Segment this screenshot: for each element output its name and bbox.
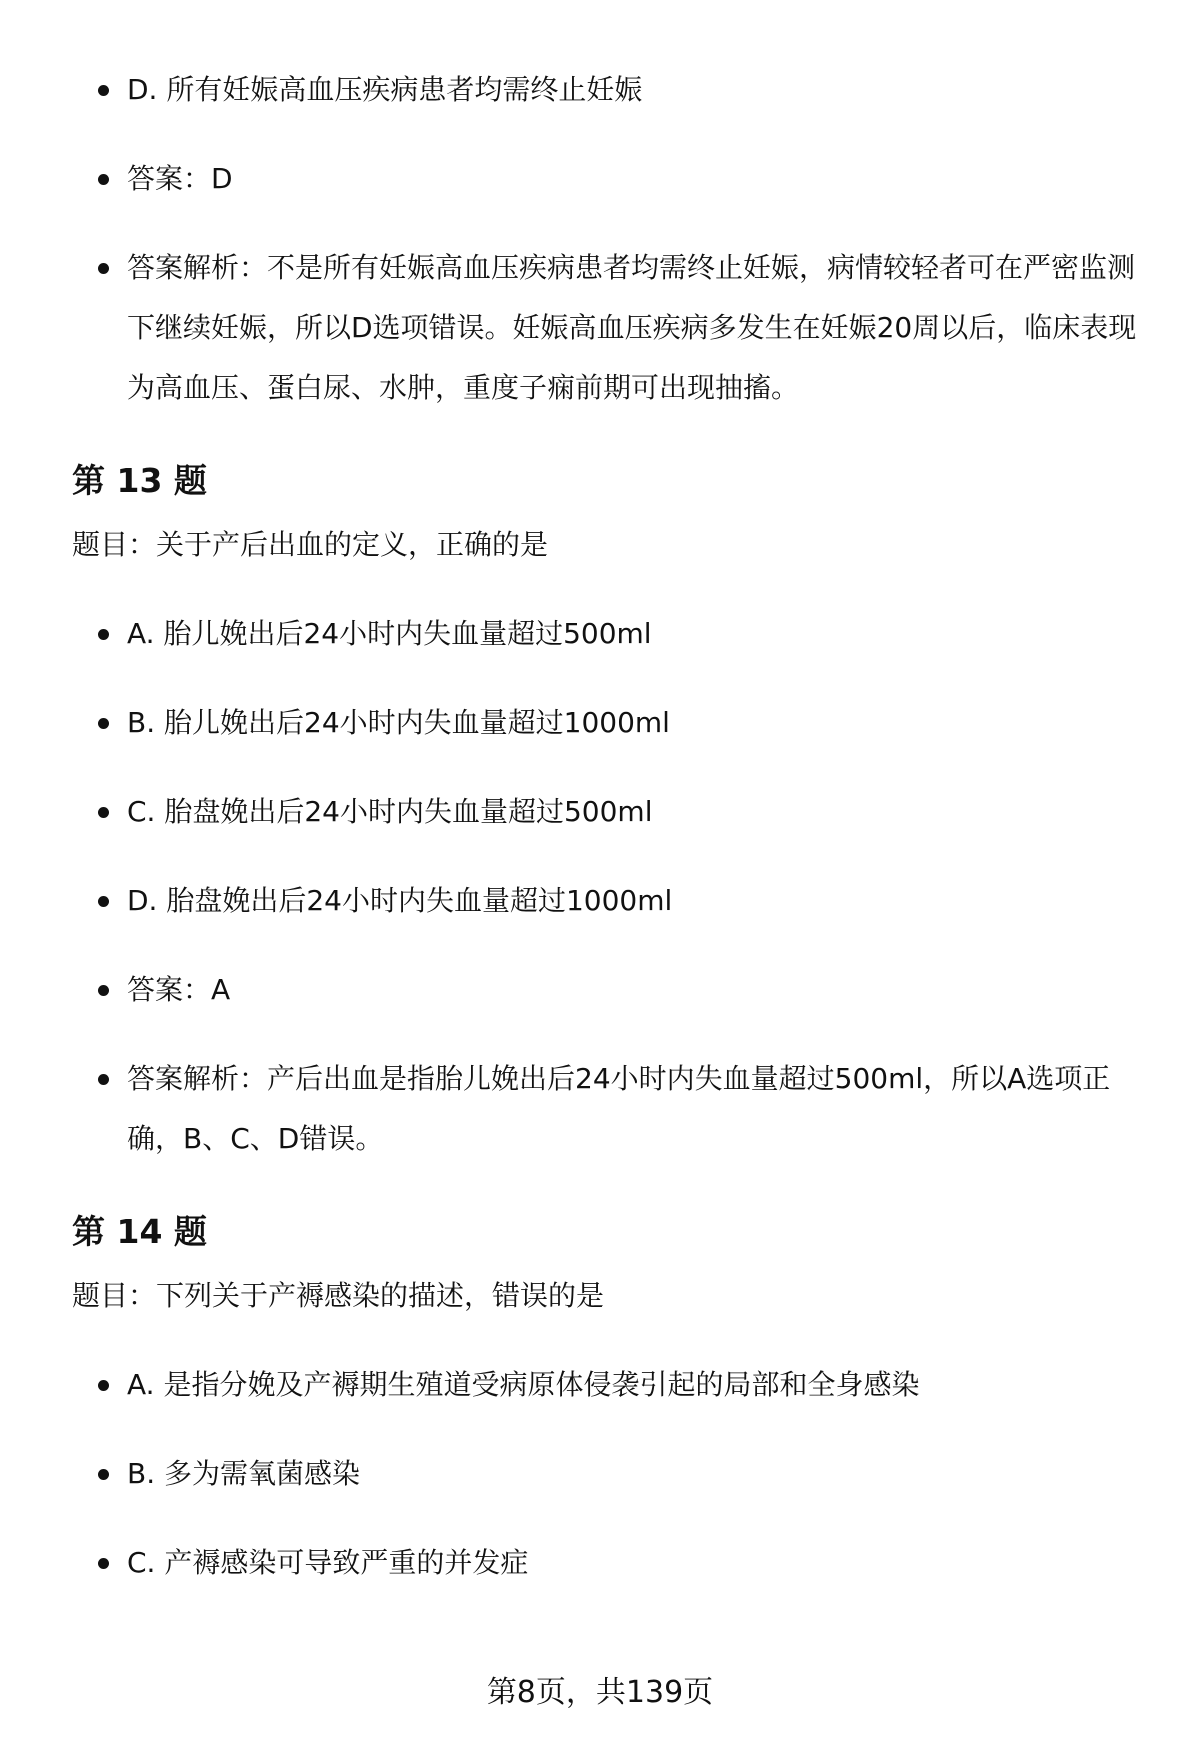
list-item: B. 多为需氧菌感染 — [72, 1444, 1152, 1504]
page-number: 第8页，共139页 — [486, 1675, 714, 1710]
question-13-stem: 题目：关于产后出血的定义，正确的是 — [72, 528, 549, 561]
list-item: A. 是指分娩及产褥期生殖道受病原体侵袭引起的局部和全身感染 — [72, 1355, 1152, 1415]
list-item: 答案解析：不是所有妊娠高血压疾病患者均需终止妊娠，病情较轻者可在严密监测下继续妊娠，所以D选项错误。妊娠高血压疾病多发生在妊娠20周以后，临床表现为高血压、蛋白尿、水肿，重度子痫前期可出现抽搐。 — [72, 238, 1152, 418]
list-item: D. 所有妊娠高血压疾病患者均需终止妊娠 — [72, 60, 1152, 120]
list-item: D. 胎盘娩出后24小时内失血量超过1000ml — [72, 871, 1152, 931]
list-item: 答案：D — [72, 149, 1152, 209]
question-13-title: 第 13 题 — [72, 461, 207, 500]
list-item: C. 胎盘娩出后24小时内失血量超过500ml — [72, 782, 1152, 842]
page-content — [72, 60, 1152, 1593]
list-item: B. 胎儿娩出后24小时内失血量超过1000ml — [72, 693, 1152, 753]
question-14-title: 第 14 题 — [72, 1212, 207, 1251]
prev-question-list — [72, 60, 1152, 418]
list-item: 答案：A — [72, 960, 1152, 1020]
list-item: A. 胎儿娩出后24小时内失血量超过500ml — [72, 604, 1152, 664]
list-item: 答案解析：产后出血是指胎儿娩出后24小时内失血量超过500ml，所以A选项正确，B、C、D错误。 — [72, 1049, 1152, 1169]
list-item: C. 产褥感染可导致严重的并发症 — [72, 1533, 1152, 1593]
question-14-options — [72, 1355, 1152, 1593]
question-14-stem: 题目：下列关于产褥感染的描述，错误的是 — [72, 1279, 605, 1312]
question-13-options — [72, 604, 1152, 1169]
